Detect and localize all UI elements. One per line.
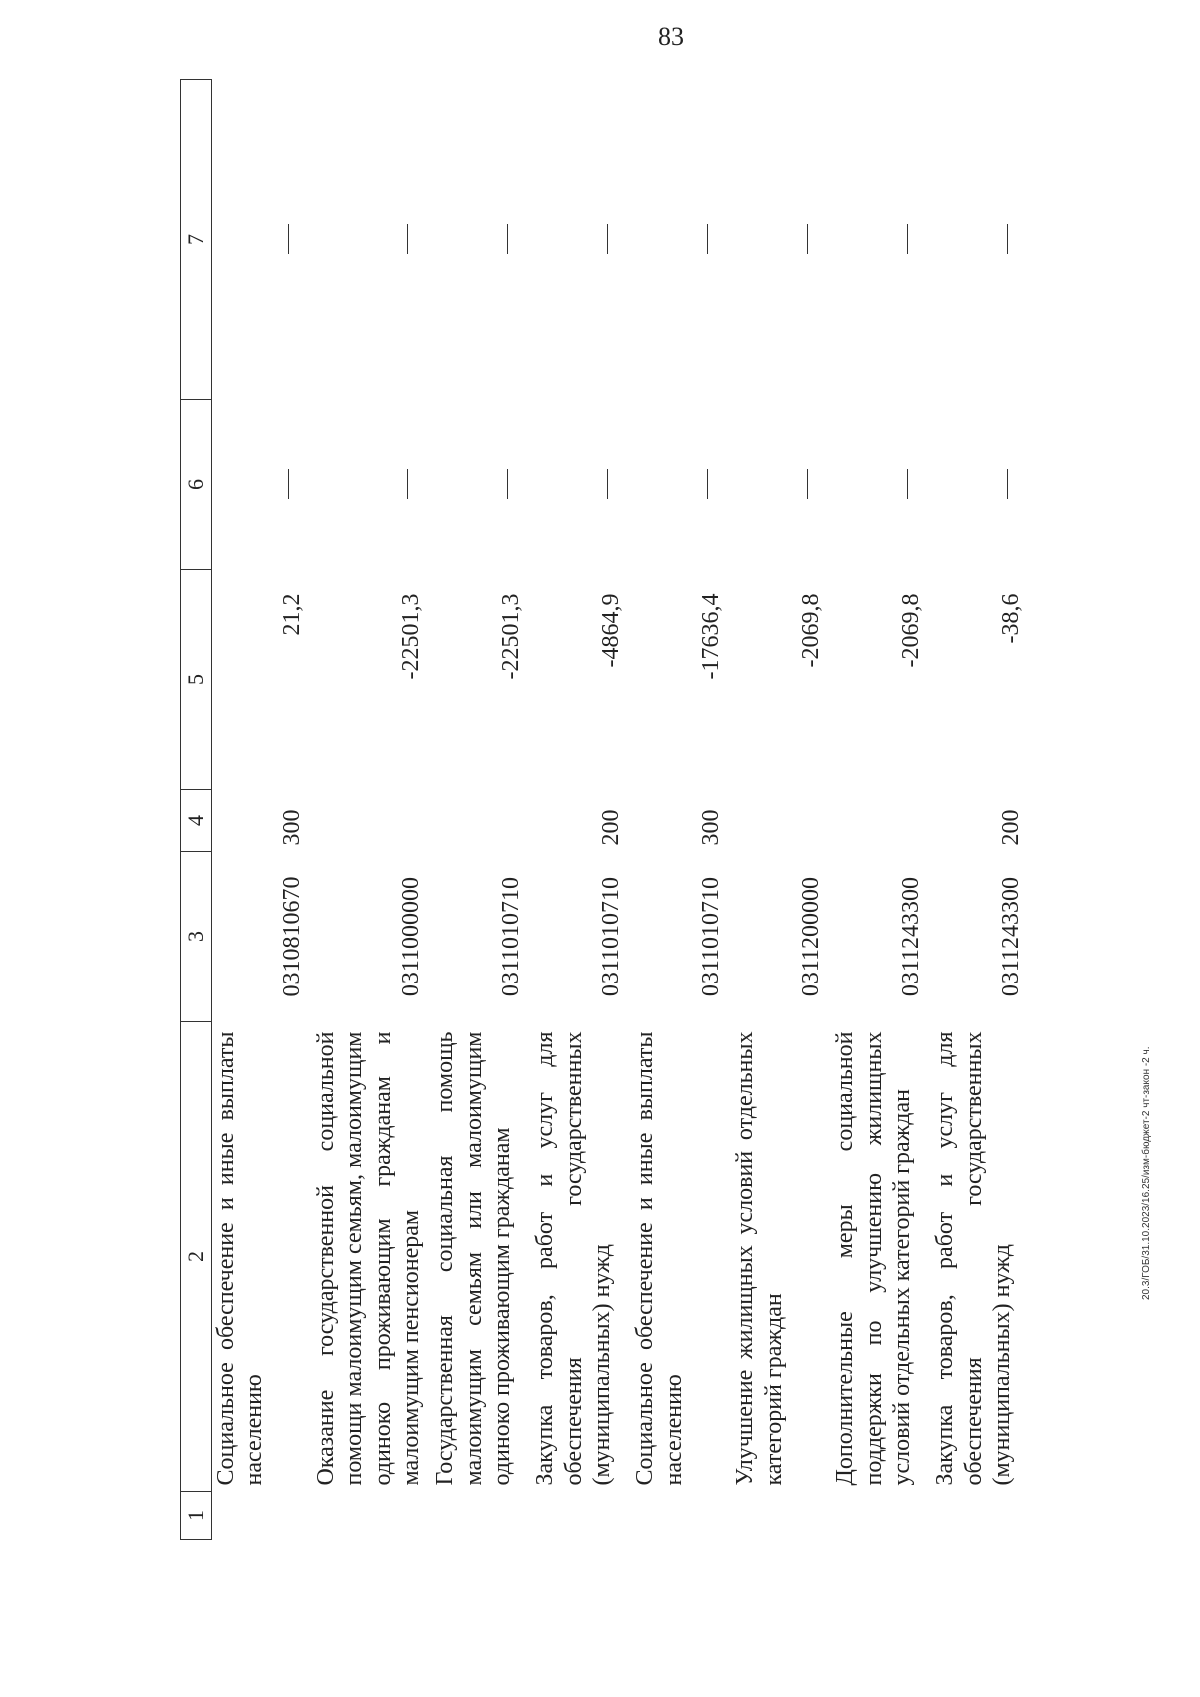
row-col-1 xyxy=(531,1492,631,1540)
row-type xyxy=(431,790,531,852)
row-name: Закупка товаров, работ и услуг для обеспечения государственных (муниципальных) нужд xyxy=(532,1031,615,1486)
header-col-2: 2 xyxy=(181,1022,212,1492)
row-amount: -22501,3 xyxy=(397,593,424,680)
row-col-1 xyxy=(931,1492,1031,1540)
row-code: 0311000000 xyxy=(397,876,424,997)
table-row xyxy=(631,80,731,1540)
header-col-7: 7 xyxy=(181,80,212,400)
row-code: 0311010710 xyxy=(597,876,624,997)
row-col-7-dash xyxy=(531,80,631,400)
row-name: Государственная социальная помощь малоимущим семьям или малоимущим одиноко проживающим гражданам xyxy=(432,1031,515,1486)
table-row xyxy=(731,80,831,1540)
table-row xyxy=(312,80,431,1540)
row-code: 0311010710 xyxy=(697,876,724,997)
row-col-7-dash xyxy=(212,80,313,400)
row-col-7-dash xyxy=(831,80,931,400)
row-col-7-dash xyxy=(931,80,1031,400)
header-col-3: 3 xyxy=(181,852,212,1022)
row-col-1 xyxy=(212,1492,313,1540)
header-col-5: 5 xyxy=(181,570,212,790)
row-amount: -4864,9 xyxy=(597,593,624,668)
budget-table xyxy=(180,79,1031,1540)
row-col-6-dash xyxy=(431,400,531,570)
row-type: 300 xyxy=(697,809,724,846)
table-row xyxy=(931,80,1031,1540)
row-col-1 xyxy=(312,1492,431,1540)
row-col-6-dash xyxy=(631,400,731,570)
row-col-6-dash xyxy=(531,400,631,570)
row-type xyxy=(831,790,931,852)
header-col-1: 1 xyxy=(181,1492,212,1540)
header-row xyxy=(181,80,212,1540)
row-col-7-dash xyxy=(312,80,431,400)
row-name: Социальное обеспечение и иные выплаты населению xyxy=(213,1031,268,1486)
row-name: Дополнительные меры социальной поддержки по улучшению жилищных условий отдельных категорий граждан xyxy=(832,1031,915,1486)
row-code: 0311010710 xyxy=(497,876,524,997)
row-code: 0311243300 xyxy=(897,876,924,997)
header-col-4: 4 xyxy=(181,790,212,852)
row-col-6-dash xyxy=(931,400,1031,570)
row-col-1 xyxy=(431,1492,531,1540)
table-row xyxy=(431,80,531,1540)
row-type: 300 xyxy=(278,809,305,846)
table-row xyxy=(531,80,631,1540)
row-col-1 xyxy=(831,1492,931,1540)
header-col-6: 6 xyxy=(181,400,212,570)
row-type: 200 xyxy=(997,809,1024,846)
row-code: 0310810670 xyxy=(278,876,305,997)
row-col-6-dash xyxy=(312,400,431,570)
row-col-1 xyxy=(631,1492,731,1540)
table-row xyxy=(212,80,313,1540)
table-header xyxy=(181,80,212,1540)
row-col-7-dash xyxy=(431,80,531,400)
row-amount: -2069,8 xyxy=(897,593,924,668)
page-number: 83 xyxy=(658,22,684,51)
table-row xyxy=(831,80,931,1540)
row-name: Социальное обеспечение и иные выплаты населению xyxy=(632,1031,687,1486)
row-col-1 xyxy=(731,1492,831,1540)
row-amount: -17636,4 xyxy=(697,593,724,680)
row-name: Оказание государственной социальной помощи малоимущим семьям, малоимущим одиноко проживающим гражданам и малоимущим пенсионерам xyxy=(313,1031,424,1486)
row-amount: -22501,3 xyxy=(497,593,524,680)
document-footer-code: 20.3/ГОБ/31.10.2023/16.25/изм-бюджет-2 чт-закон -2 ч. xyxy=(1141,1046,1152,1300)
table-body xyxy=(212,80,1032,1540)
row-col-6-dash xyxy=(831,400,931,570)
row-col-6-dash xyxy=(212,400,313,570)
row-code: 0311200000 xyxy=(797,876,824,997)
row-type xyxy=(312,790,431,852)
row-amount: -38,6 xyxy=(997,593,1024,644)
row-type: 200 xyxy=(597,809,624,846)
row-col-7-dash xyxy=(631,80,731,400)
row-amount: -2069,8 xyxy=(797,593,824,668)
row-name: Улучшение жилищных условий отдельных категорий граждан xyxy=(732,1031,787,1486)
row-col-7-dash xyxy=(731,80,831,400)
row-type xyxy=(731,790,831,852)
row-name: Закупка товаров, работ и услуг для обеспечения государственных (муниципальных) нужд xyxy=(932,1031,1015,1486)
row-amount: 21,2 xyxy=(278,593,305,636)
row-col-6-dash xyxy=(731,400,831,570)
budget-table-container xyxy=(180,80,1030,1540)
row-code: 0311243300 xyxy=(997,876,1024,997)
